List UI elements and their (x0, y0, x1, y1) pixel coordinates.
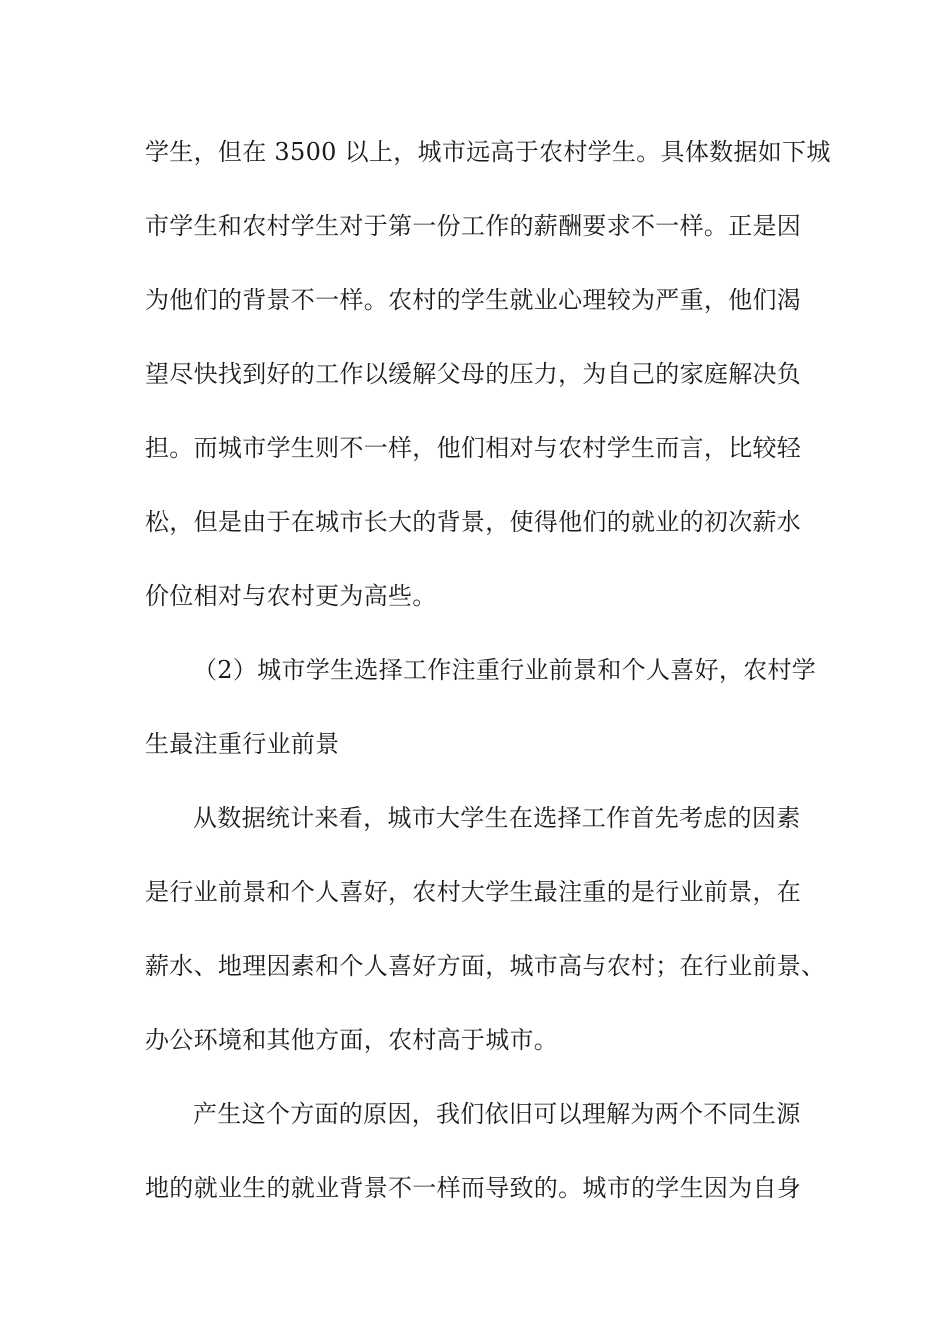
text-line: 望尽快找到好的工作以缓解父母的压力，为自己的家庭解决负 (145, 360, 802, 388)
text-line: 松，但是由于在城市长大的背景，使得他们的就业的初次薪水 (145, 508, 802, 536)
text-line: 市学生和农村学生对于第一份工作的薪酬要求不一样。正是因 (145, 212, 802, 240)
section-heading-line: （2）城市学生选择工作注重行业前景和个人喜好，农村学 (193, 656, 817, 684)
text-line: 为他们的背景不一样。农村的学生就业心理较为严重，他们渴 (145, 286, 802, 314)
text-line: 是行业前景和个人喜好，农村大学生最注重的是行业前景，在 (145, 878, 802, 906)
text-line: 产生这个方面的原因，我们依旧可以理解为两个不同生源 (193, 1100, 801, 1128)
text-line: 担。而城市学生则不一样，他们相对与农村学生而言，比较轻 (145, 434, 802, 462)
text-line: 价位相对与农村更为高些。 (145, 582, 437, 610)
text-line: 学生，但在 3500 以上，城市远高于农村学生。具体数据如下城 (145, 138, 831, 166)
text-line: 地的就业生的就业背景不一样而导致的。城市的学生因为自身 (145, 1174, 802, 1202)
section-heading-line: 生最注重行业前景 (145, 730, 340, 758)
text-line: 从数据统计来看，城市大学生在选择工作首先考虑的因素 (193, 804, 801, 832)
text-line: 薪水、地理因素和个人喜好方面，城市高与农村；在行业前景、 (145, 952, 826, 980)
text-line: 办公环境和其他方面，农村高于城市。 (145, 1026, 559, 1054)
